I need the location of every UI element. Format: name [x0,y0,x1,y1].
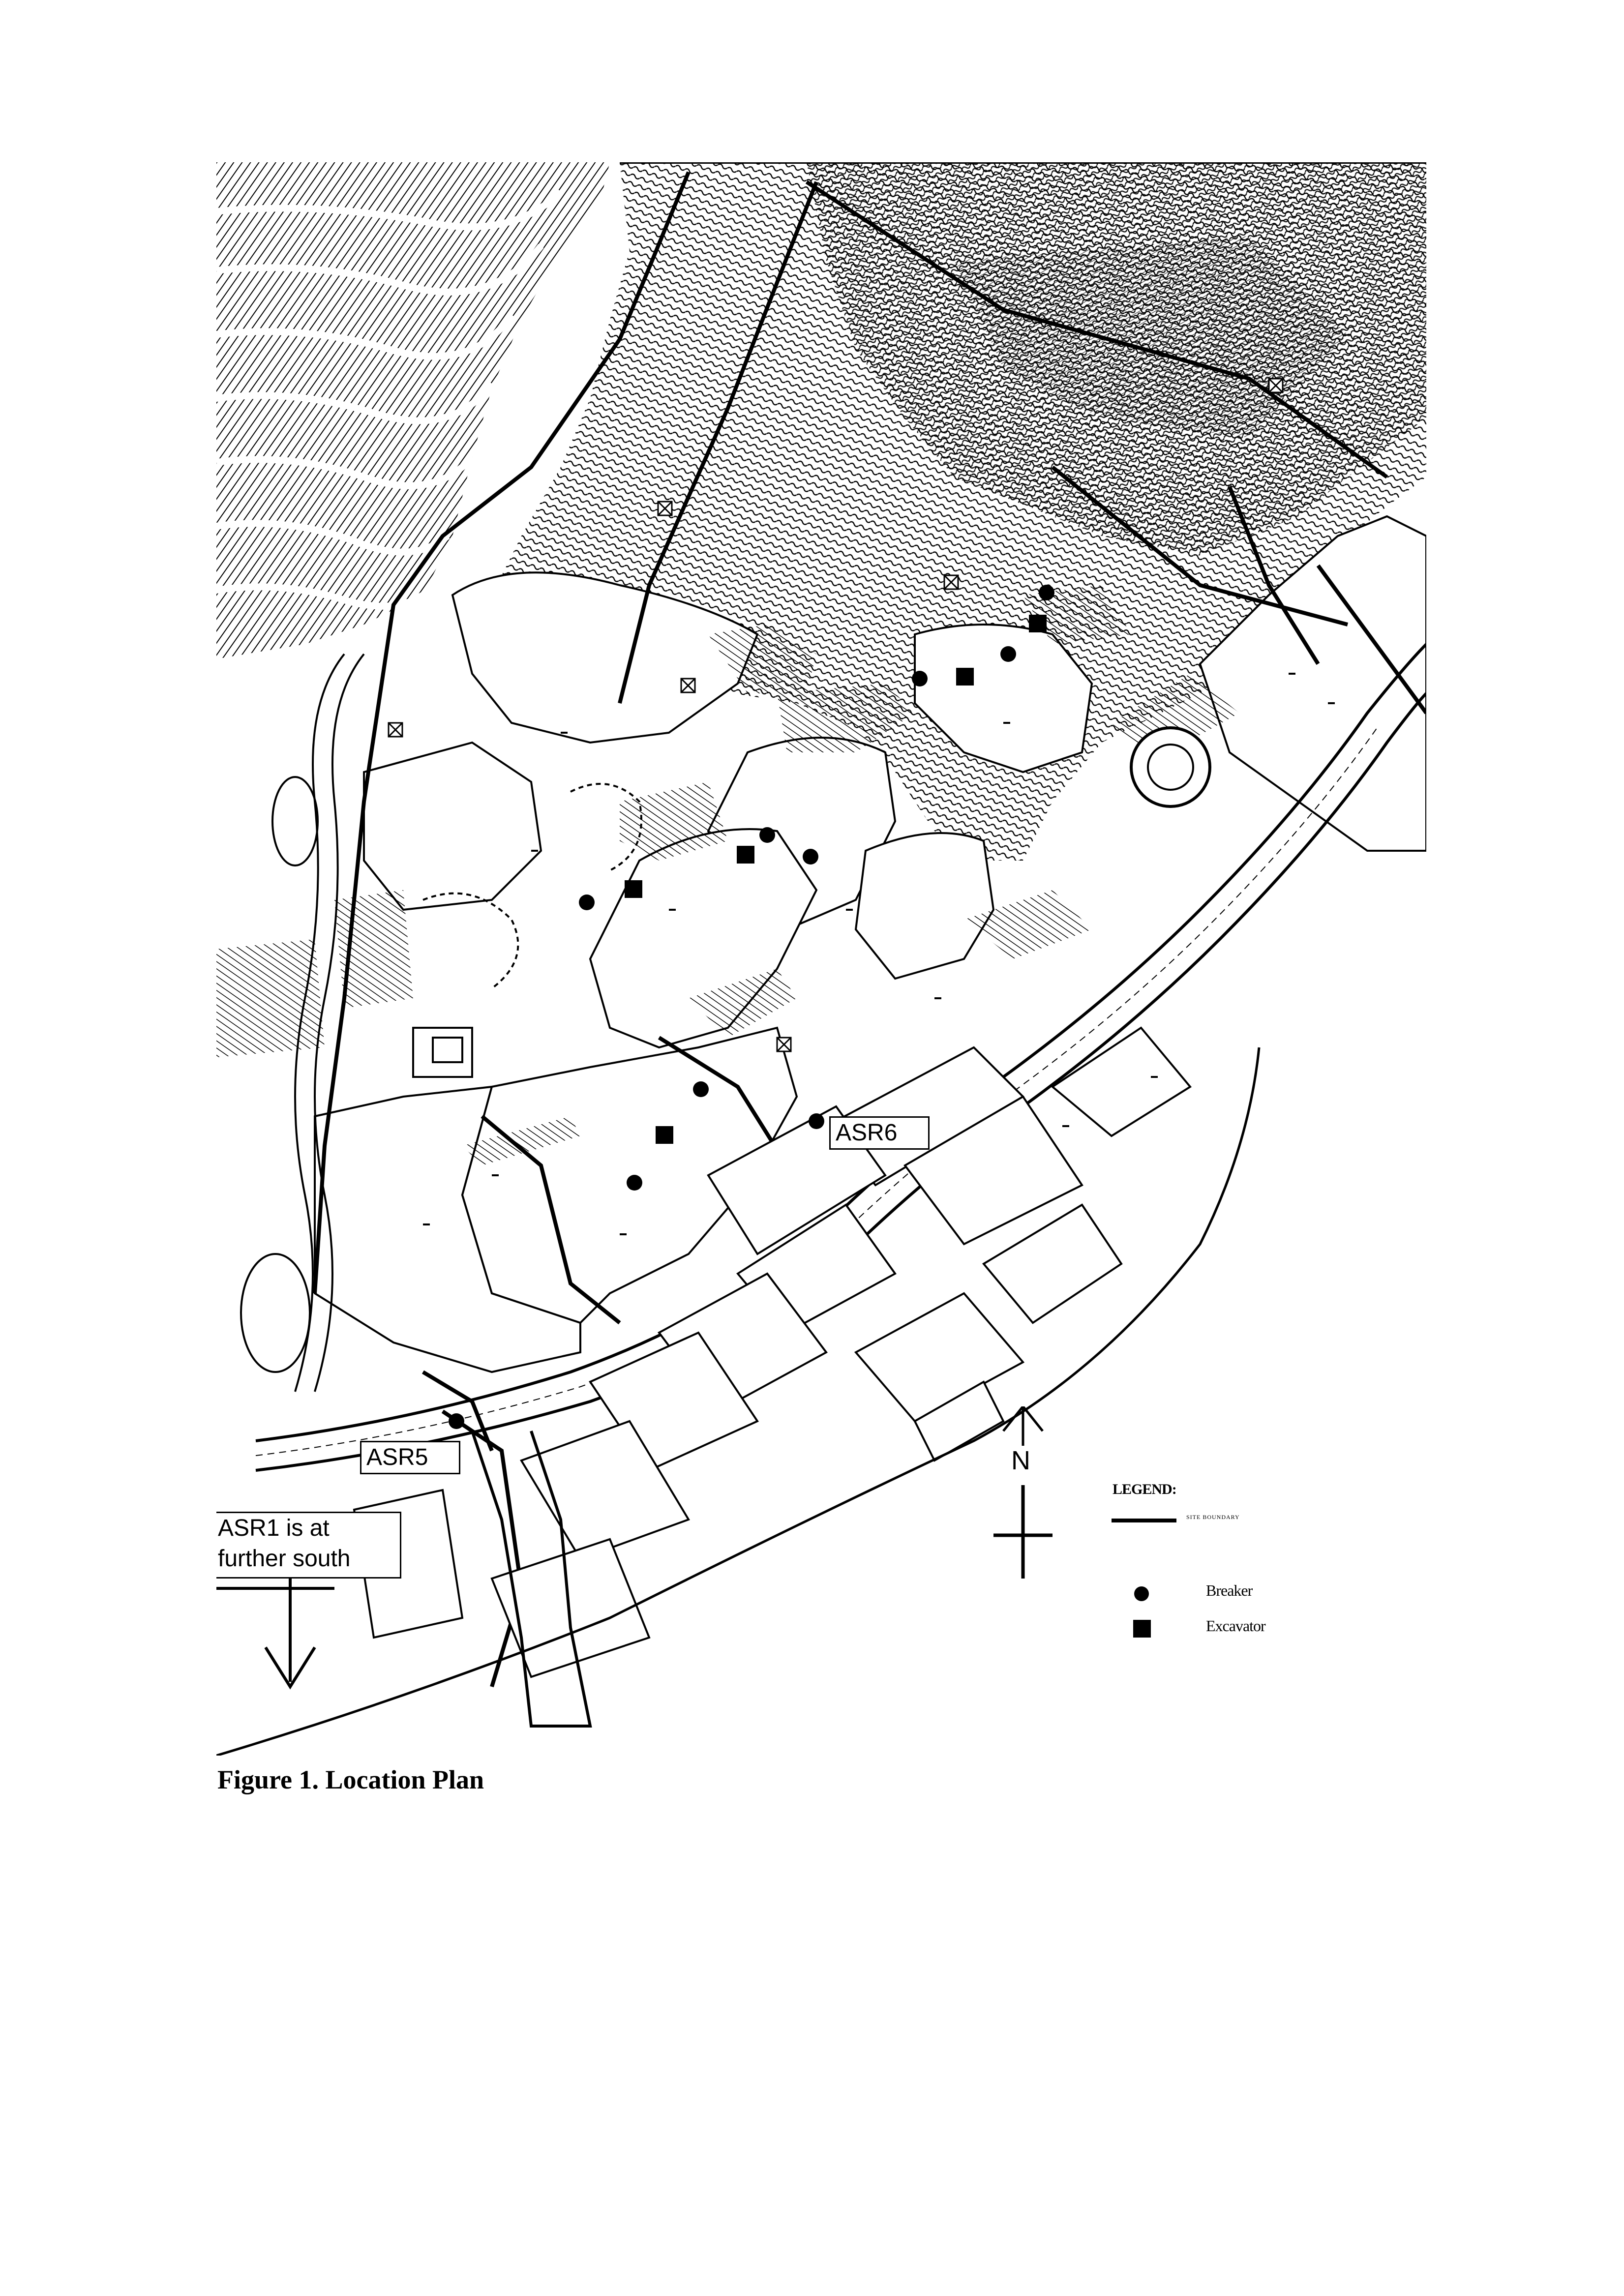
asr1-location-note [216,1512,401,1579]
south-pointer-arrow [266,1579,315,1687]
location-plan-map [216,162,1426,1756]
legend-breaker-icon [1134,1586,1149,1601]
asr1-note-line-2: further south [218,1546,351,1572]
legend-excavator-icon [1133,1620,1151,1638]
asr5-label: ASR5 [360,1441,460,1474]
figure-caption: Figure 1. Location Plan [217,1765,484,1794]
legend-title: LEGEND: [1113,1481,1176,1497]
legend-breaker-label: Breaker [1206,1581,1253,1599]
legend-boundary-label: SITE BOUNDARY [1186,1514,1240,1521]
north-arrow-icon [993,1406,1053,1583]
roundabout [1131,728,1210,806]
asr1-note-line-1: ASR1 is at [218,1515,330,1541]
north-letter: N [1011,1446,1030,1475]
asr6-label: ASR6 [829,1116,930,1150]
legend-excavator-label: Excavator [1206,1617,1265,1635]
legend-boundary-line [1112,1519,1176,1522]
